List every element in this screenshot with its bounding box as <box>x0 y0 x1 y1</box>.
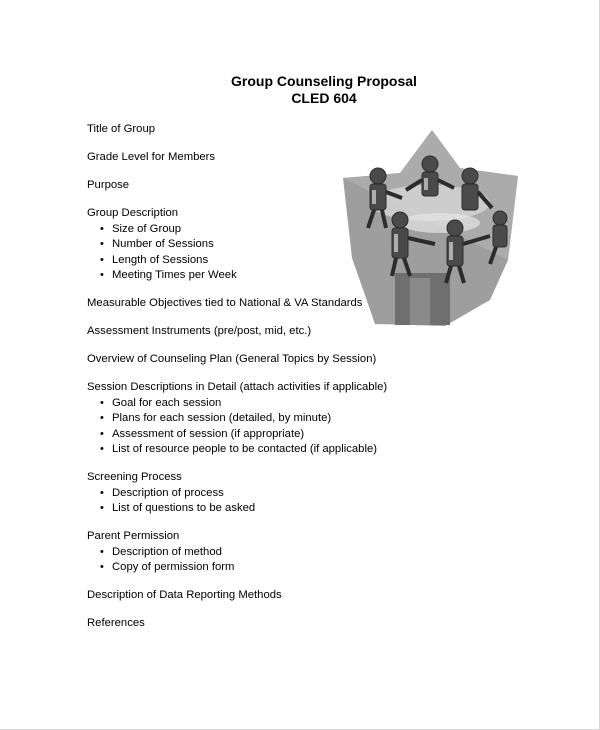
bullet-item <box>100 411 417 427</box>
section-heading: Overview of Counseling Plan (General Topics by Session) <box>87 353 377 365</box>
bullet-icon: • <box>100 222 104 235</box>
bullet-icon: • <box>100 486 104 499</box>
outline-section <box>87 380 417 458</box>
section-heading: References <box>87 617 145 629</box>
bullet-text: Description of process <box>112 486 224 499</box>
bullet-icon: • <box>100 502 104 514</box>
bullet-icon: • <box>100 427 104 440</box>
bullet-text: Size of Group <box>112 222 182 235</box>
bullet-list <box>87 486 417 517</box>
bullet-icon: • <box>100 443 104 455</box>
bullet-icon: • <box>100 545 104 558</box>
bullet-text: Meeting Times per Week <box>112 269 237 281</box>
bullet-icon: • <box>100 253 104 266</box>
bullet-text: Number of Sessions <box>112 238 214 250</box>
section-heading: Title of Group <box>87 123 156 135</box>
bullet-icon: • <box>100 396 104 409</box>
bullet-text: List of questions to be asked <box>112 502 256 514</box>
section-heading: Purpose <box>87 179 130 191</box>
bullet-text: Plans for each session (detailed, by minute) <box>112 412 332 424</box>
section-heading: Session Descriptions in Detail (attach activities if applicable) <box>87 381 388 393</box>
outline-section <box>87 588 417 604</box>
title-line-1: Group Counseling Proposal <box>231 73 417 89</box>
section-heading: Measurable Objectives tied to National & VA Standards <box>87 297 363 309</box>
outline-section <box>87 616 417 632</box>
bullet-item <box>100 545 417 561</box>
section-heading: Grade Level for Members <box>87 151 216 163</box>
bullet-item <box>100 427 417 443</box>
bullet-item <box>100 501 417 517</box>
title-line-2: CLED 604 <box>291 90 357 106</box>
bullet-icon: • <box>100 412 104 424</box>
section-heading: Parent Permission <box>87 530 180 542</box>
bullet-item <box>100 486 417 502</box>
bullet-text: Copy of permission form <box>112 561 235 573</box>
bullet-text: Goal for each session <box>112 396 222 409</box>
bullet-icon: • <box>100 269 104 281</box>
section-heading: Description of Data Reporting Methods <box>87 589 282 601</box>
bullet-list <box>87 396 417 458</box>
group-people-illustration <box>340 128 530 328</box>
bullet-text: Description of method <box>112 545 222 558</box>
bullet-item <box>100 442 417 458</box>
section-heading: Group Description <box>87 207 179 219</box>
outline-section <box>87 352 417 368</box>
bullet-icon: • <box>100 238 104 250</box>
section-heading: Screening Process <box>87 471 182 483</box>
bullet-text: List of resource people to be contacted (if applicable) <box>112 443 378 455</box>
bullet-item <box>100 560 417 576</box>
bullet-item <box>100 396 417 412</box>
bullet-list <box>87 545 417 576</box>
document-title <box>0 73 600 107</box>
section-heading: Assessment Instruments (pre/post, mid, etc.) <box>87 325 312 337</box>
outline-section <box>87 470 417 517</box>
bullet-text: Length of Sessions <box>112 253 209 266</box>
bullet-text: Assessment of session (if appropriate) <box>112 427 305 440</box>
outline-section <box>87 529 417 576</box>
bullet-icon: • <box>100 561 104 573</box>
